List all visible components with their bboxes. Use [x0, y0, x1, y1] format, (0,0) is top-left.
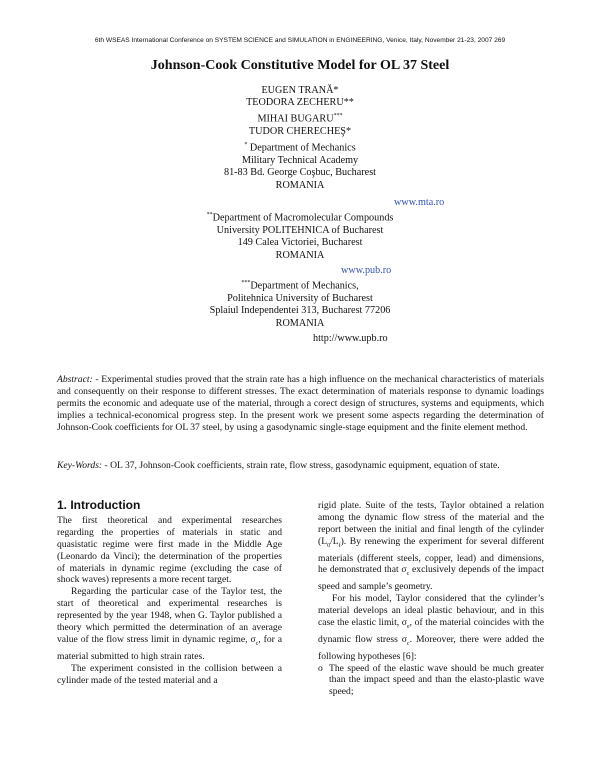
abstract	[57, 374, 544, 434]
right-p1-c: ). By renewing the experiment for several different materials (different steels, copper, lead) and dimensions, he demonstrated that σ	[318, 535, 544, 576]
affiliation-1-web-link[interactable]: www.mta.ro	[394, 197, 445, 208]
paper-title: Johnson-Cook Constitutive Model for OL 37 Steel	[150, 58, 450, 73]
keywords-text: - OL 37, Johnson-Cook coefficients, strain rate, flow stress, gasodynamic equipment, equation of state.	[102, 460, 500, 471]
intro-p2-text-b: , for a material submitted to high strain rates.	[57, 633, 283, 662]
affiliation-1-inst: Military Technical Academy	[241, 154, 359, 166]
affiliation-2-dept	[0, 209, 600, 225]
abstract-text: - Experimental studies proved that the strain rate has a high influence on the mechanical characteristics of materials and consequently on their response to different stresses. The exact determination of materials response to dynamic loadings permits the economic and adequate use of the material, through a corect design of structures, systems and equipments, which implies a technical-economical progress step. In the present work we present some aspects regarding the determination of Johnson-Cook coefficients for OL 37 steel, by using a gasodynamic single-stage equipment and the finite element method.	[57, 374, 544, 433]
running-header: 6th WSEAS International Conference on SYSTEM SCIENCE and SIMULATION in ENGINEERING, Venice, Italy, November 21-23, 2007 269	[94, 37, 506, 44]
hypothesis-1-text: The speed of the elastic wave should be much greater than the impact speed and than the elasto-plastic wave speed;	[329, 662, 544, 698]
affiliation-1-dept-text: Department of Mechanics	[247, 142, 356, 154]
affiliation-2-web-link[interactable]: www.pub.ro	[341, 265, 392, 276]
affiliation-3-dept	[0, 277, 600, 293]
right-p2-b: , of the material coincides with the dynamic flow stress σ	[318, 616, 544, 645]
intro-paragraph-2	[57, 586, 282, 662]
left-column	[57, 500, 282, 687]
right-p1-a: rigid plate. Suite of the tests, Taylor obtained a relation among the dynamic flow stress of the material and the report between the initial and final length of the cylinder (L	[318, 500, 544, 547]
affiliation-3-web: http://www.upb.ro	[313, 333, 388, 344]
hypothesis-bullet-1	[318, 663, 544, 699]
right-column	[318, 500, 544, 698]
keywords-label: Key-Words:	[57, 460, 103, 471]
affiliation-2-inst: University POLITEHNICA of Bucharest	[216, 224, 384, 236]
affiliation-3-inst: Politehnica University of Bucharest	[227, 292, 373, 304]
right-p1-sub2: f	[338, 542, 341, 549]
affiliation-2-dept-text: Department of Macromolecular Compounds	[212, 212, 394, 224]
affiliation-2-addr: 149 Calea Victoriei, Bucharest	[237, 237, 363, 249]
section-heading-introduction: 1. Introduction	[57, 498, 141, 512]
right-p1-b: /L	[330, 535, 339, 547]
author-chereches: TUDOR CHERECHEŞ*	[248, 125, 352, 137]
intro-p2-text-a: Regarding the particular case of the Taylor test, the start of theoretical and experimental researches is represented by the year 1948, when G. Taylor published a theory which permitted the determination of an average value of the flow stress limit in dynamic regime, σ	[57, 586, 282, 645]
affiliation-3-country: ROMANIA	[275, 317, 325, 329]
affiliation-1-dept	[0, 139, 600, 155]
abstract-label: Abstract:	[57, 374, 93, 385]
intro-p2-sub: c	[255, 640, 259, 647]
right-p2-sub2: c	[406, 640, 410, 647]
author-trana: EUGEN TRANĂ*	[261, 85, 339, 96]
affiliation-1-addr: 81-83 Bd. George Coşbuc, Bucharest	[223, 167, 377, 179]
right-p1-d: exclusively depends of the impact speed and sample’s geometry.	[318, 564, 544, 593]
right-paragraph-2	[318, 593, 544, 662]
author-bugaru	[0, 110, 600, 126]
affiliation-1-mark: *	[244, 142, 248, 148]
affiliation-1-country: ROMANIA	[275, 179, 325, 191]
intro-paragraph-1: The first theoretical and experimental researches regarding the properties of materials in static and quasistatic regime were first made in the Middle Age (Leonardo da Vinci); the determination of the properties of materials in dynamic regime (excluding the case of shock waves) represents a more recent target.	[57, 514, 282, 586]
author-zecheru: TEODORA ZECHERU**	[246, 97, 354, 109]
affiliation-3-mark: ***	[241, 280, 251, 286]
affiliation-2	[0, 209, 600, 262]
author-list	[0, 85, 600, 138]
bullet-marker: o	[318, 662, 323, 674]
right-p2-c: . Moreover, there were added the following hypotheses [6]:	[318, 633, 544, 662]
affiliation-3	[0, 277, 600, 330]
right-paragraph-1	[318, 500, 544, 593]
intro-paragraph-3: The experiment consisted in the collision between a cylinder made of the tested material and a	[57, 662, 282, 686]
right-p1-sub3: c	[406, 571, 410, 578]
keywords	[57, 460, 544, 472]
author-bugaru-name: MIHAI BUGARU	[257, 113, 334, 125]
affiliation-1	[0, 139, 600, 192]
right-p2-a: For his model, Taylor considered that the cylinder’s material develops an ideal plastic behaviour, and in this case the elastic limit, σ	[318, 593, 544, 628]
affiliation-2-mark: **	[206, 212, 213, 218]
author-bugaru-mark: ***	[333, 112, 343, 119]
right-p2-sub1: e	[406, 623, 410, 630]
affiliation-2-country: ROMANIA	[275, 249, 325, 261]
affiliation-3-addr: Splaiul Independentei 313, Bucharest 77206	[209, 305, 391, 317]
affiliation-3-dept-text: Department of Mechanics,	[250, 280, 359, 292]
right-p1-sub1: 0	[327, 542, 331, 549]
